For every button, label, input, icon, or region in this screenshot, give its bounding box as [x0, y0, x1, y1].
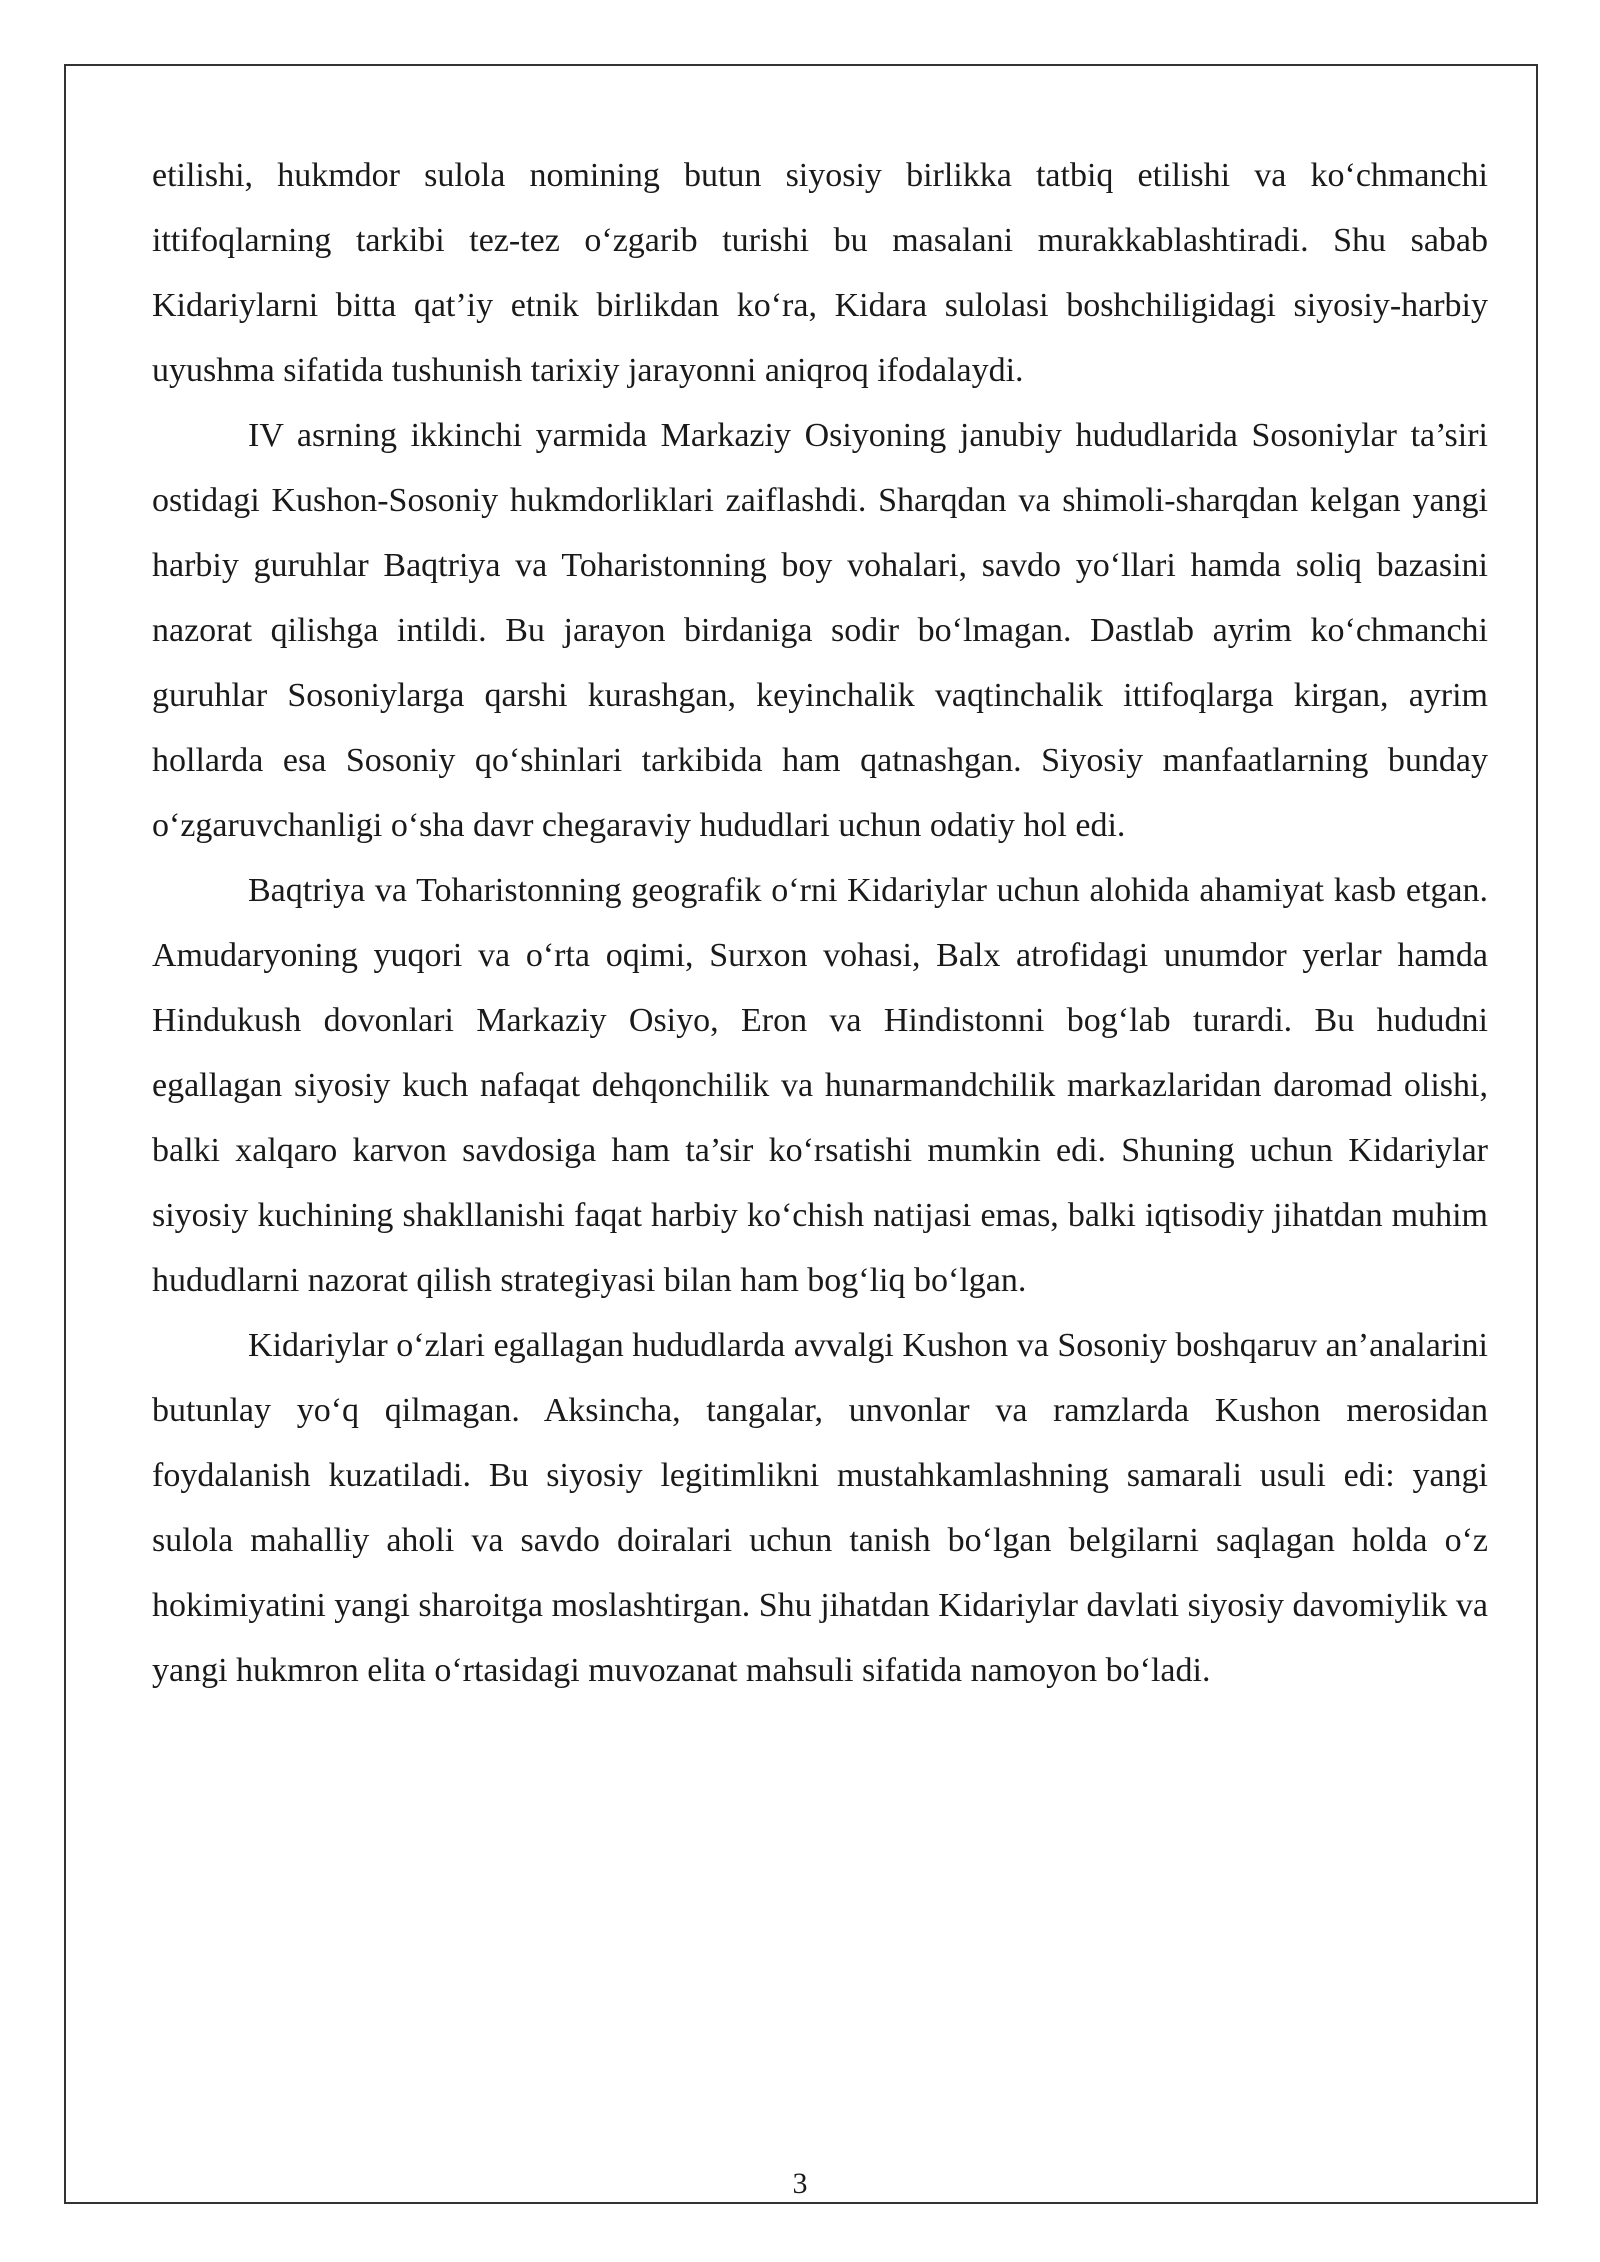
paragraph-continuation: etilishi, hukmdor sulola nomining butun siyosiy birlikka tatbiq etilishi va ko‘chmanchi ittifoqlarning tarkibi tez-tez o‘zgarib turishi bu masalani murakkablashtiradi. Shu sabab Kidariylarni bitta qat’iy etnik birlikdan ko‘ra, Kidara sulolasi boshchiligidagi siyosiy-harbiy uyushma sifatida tushunish tarixiy jarayonni aniqroq ifodalaydi. — [152, 157, 1488, 389]
paragraph-baqtriya-geography: Baqtriya va Toharistonning geografik o‘rni Kidariylar uchun alohida ahamiyat kasb etgan. Amudaryoning yuqori va o‘rta oqimi, Surxon vohasi, Balx atrofidagi unumdor yerlar hamda Hindukush dovonlari Markaziy Osiyo, Eron va Hindistonni bog‘lab turardi. Bu hududni egallagan siyosiy kuch nafaqat dehqonchilik va hunarmandchilik markazlaridan daromad olishi, balki xalqaro karvon savdosiga ham ta’sir ko‘rsatishi mumkin edi. Shuning uchun Kidariylar siyosiy kuchining shakllanishi faqat harbiy ko‘chish natijasi emas, balki iqtisodiy jihatdan muhim hududlarni nazorat qilish strategiyasi bilan ham bog‘liq bo‘lgan. — [152, 872, 1488, 1299]
paragraph-kushon-sosoniy: IV asrning ikkinchi yarmida Markaziy Osiyoning janubiy hududlarida Sosoniylar ta’siri ostidagi Kushon-Sosoniy hukmdorliklari zaiflashdi. Sharqdan va shimoli-sharqdan kelgan yangi harbiy guruhlar Baqtriya va Toharistonning boy vohalari, savdo yo‘llari hamda soliq bazasini nazorat qilishga intildi. Bu jarayon birdaniga sodir bo‘lmagan. Dastlab ayrim ko‘chmanchi guruhlar Sosoniylarga qarshi kurashgan, keyinchalik vaqtinchalik ittifoqlarga kirgan, ayrim hollarda esa Sosoniy qo‘shinlari tarkibida ham qatnashgan. Siyosiy manfaatlarning bunday o‘zgaruvchanligi o‘sha davr chegaraviy hududlari uchun odatiy hol edi. — [152, 417, 1488, 844]
paragraph-kidariylar-legacy: Kidariylar o‘zlari egallagan hududlarda avvalgi Kushon va Sosoniy boshqaruv an’analarini butunlay yo‘q qilmagan. Aksincha, tangalar, unvonlar va ramzlarda Kushon merosidan foydalanish kuzatiladi. Bu siyosiy legitimlikni mustahkamlashning samarali usuli edi: yangi sulola mahalliy aholi va savdo doiralari uchun tanish bo‘lgan belgilarni saqlagan holda o‘z hokimiyatini yangi sharoitga moslashtirgan. Shu jihatdan Kidariylar davlati siyosiy davomiylik va yangi hukmron elita o‘rtasidagi muvozanat mahsuli sifatida namoyon bo‘ladi. — [152, 1327, 1488, 1689]
page-body — [152, 143, 1488, 1703]
page-number: 3 — [792, 2167, 808, 2200]
